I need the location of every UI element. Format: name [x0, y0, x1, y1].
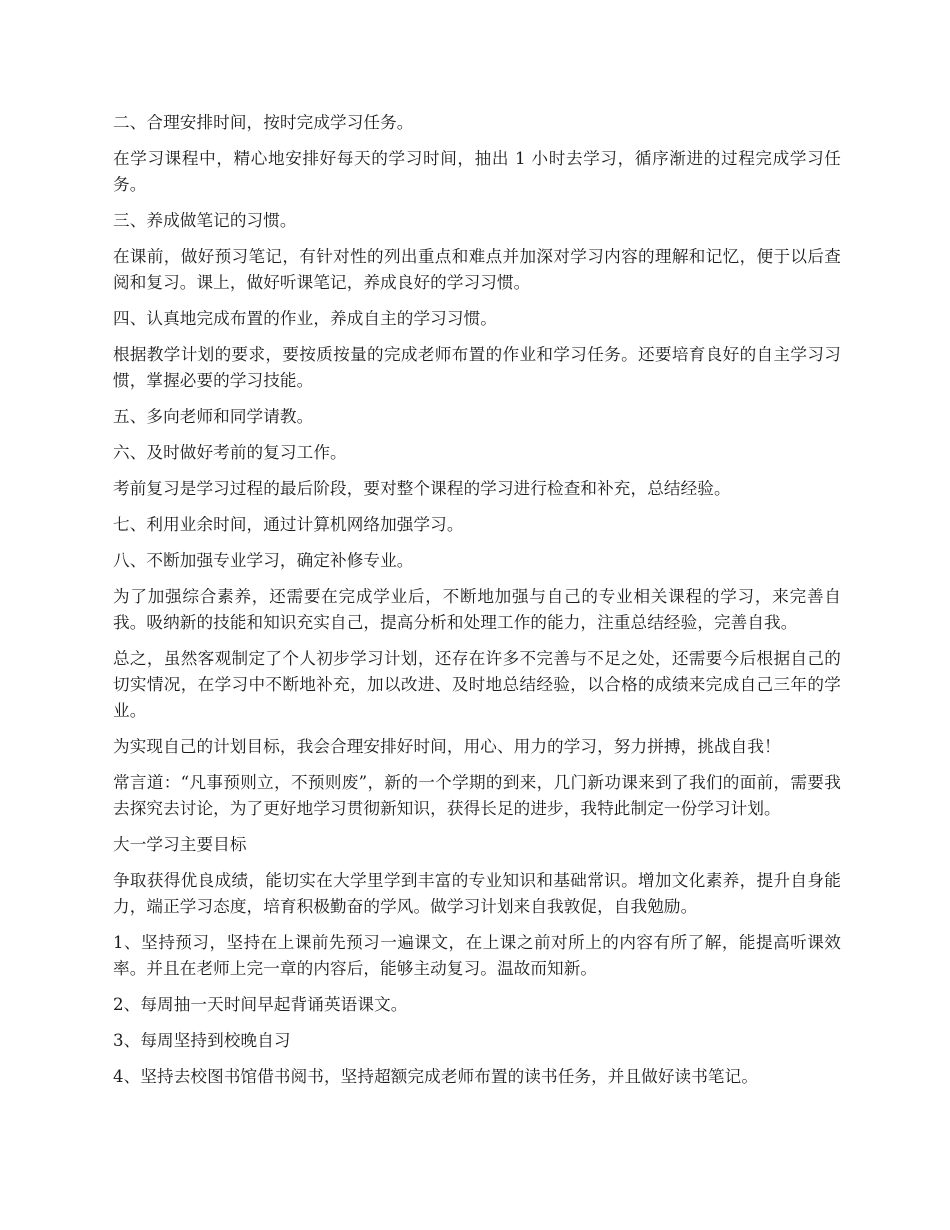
list-item: 3、每周坚持到校晚自习 — [113, 1031, 291, 1050]
section-heading: 三、养成做笔记的习惯。 — [113, 211, 297, 230]
document-body — [113, 110, 841, 1100]
paragraph: 考前复习是学习过程的最后阶段，要对整个课程的学习进行检查和补充，总结经验。 — [113, 479, 731, 498]
paragraph: 根据教学计划的要求，要按质按量的完成老师布置的作业和学习任务。还要培育良好的自主学习习惯，掌握必要的学习技能。 — [113, 345, 841, 390]
paragraph: 在课前，做好预习笔记，有针对性的列出重点和难点并加深对学习内容的理解和记忆，便于以后查阅和复习。课上，做好听课笔记，养成良好的学习习惯。 — [113, 247, 841, 292]
section-heading: 四、认真地完成布置的作业，养成自主的学习习惯。 — [113, 309, 497, 328]
paragraph: 为了加强综合素养，还需要在完成学业后，不断地加强与自己的专业相关课程的学习，来完善自我。吸纳新的技能和知识充实自己，提高分析和处理工作的能力，注重总结经验，完善自我。 — [113, 587, 841, 632]
section-heading: 六、及时做好考前的复习工作。 — [113, 443, 347, 462]
section-heading: 大一学习主要目标 — [113, 835, 247, 854]
paragraph: 为实现自己的计划目标，我会合理安排好时间，用心、用力的学习，努力拼搏，挑战自我！ — [113, 737, 781, 756]
section-heading: 五、多向老师和同学请教。 — [113, 407, 314, 426]
paragraph: 总之，虽然客观制定了个人初步学习计划，还存在许多不完善与不足之处，还需要今后根据自己的切实情况，在学习中不断地补充，加以改进、及时地总结经验，以合格的成绩来完成自己三年的学业。 — [113, 649, 841, 720]
section-heading: 八、不断加强专业学习，确定补修专业。 — [113, 551, 414, 570]
paragraph: 常言道：“凡事预则立，不预则废”，新的一个学期的到来，几门新功课来到了我们的面前，需要我去探究去讨论，为了更好地学习贯彻新知识，获得长足的进步，我特此制定一份学习计划。 — [113, 773, 841, 818]
section-heading: 七、利用业余时间，通过计算机网络加强学习。 — [113, 515, 464, 534]
paragraph: 在学习课程中，精心地安排好每天的学习时间，抽出 1 小时去学习，循序渐进的过程完成学习任务。 — [113, 149, 841, 194]
section-heading: 二、合理安排时间，按时完成学习任务。 — [113, 113, 414, 132]
list-item: 1、坚持预习，坚持在上课前先预习一遍课文，在上课之前对所上的内容有所了解，能提高听课效率。并且在老师上完一章的内容后，能够主动复习。温故而知新。 — [113, 933, 841, 978]
list-item: 4、坚持去校图书馆借书阅书，坚持超额完成老师布置的读书任务，并且做好读书笔记。 — [113, 1067, 759, 1086]
list-item: 2、每周抽一天时间早起背诵英语课文。 — [113, 995, 408, 1014]
paragraph: 争取获得优良成绩，能切实在大学里学到丰富的专业知识和基础常识。增加文化素养，提升自身能力，端正学习态度，培育积极勤奋的学风。做学习计划来自我敦促，自我勉励。 — [113, 871, 841, 916]
